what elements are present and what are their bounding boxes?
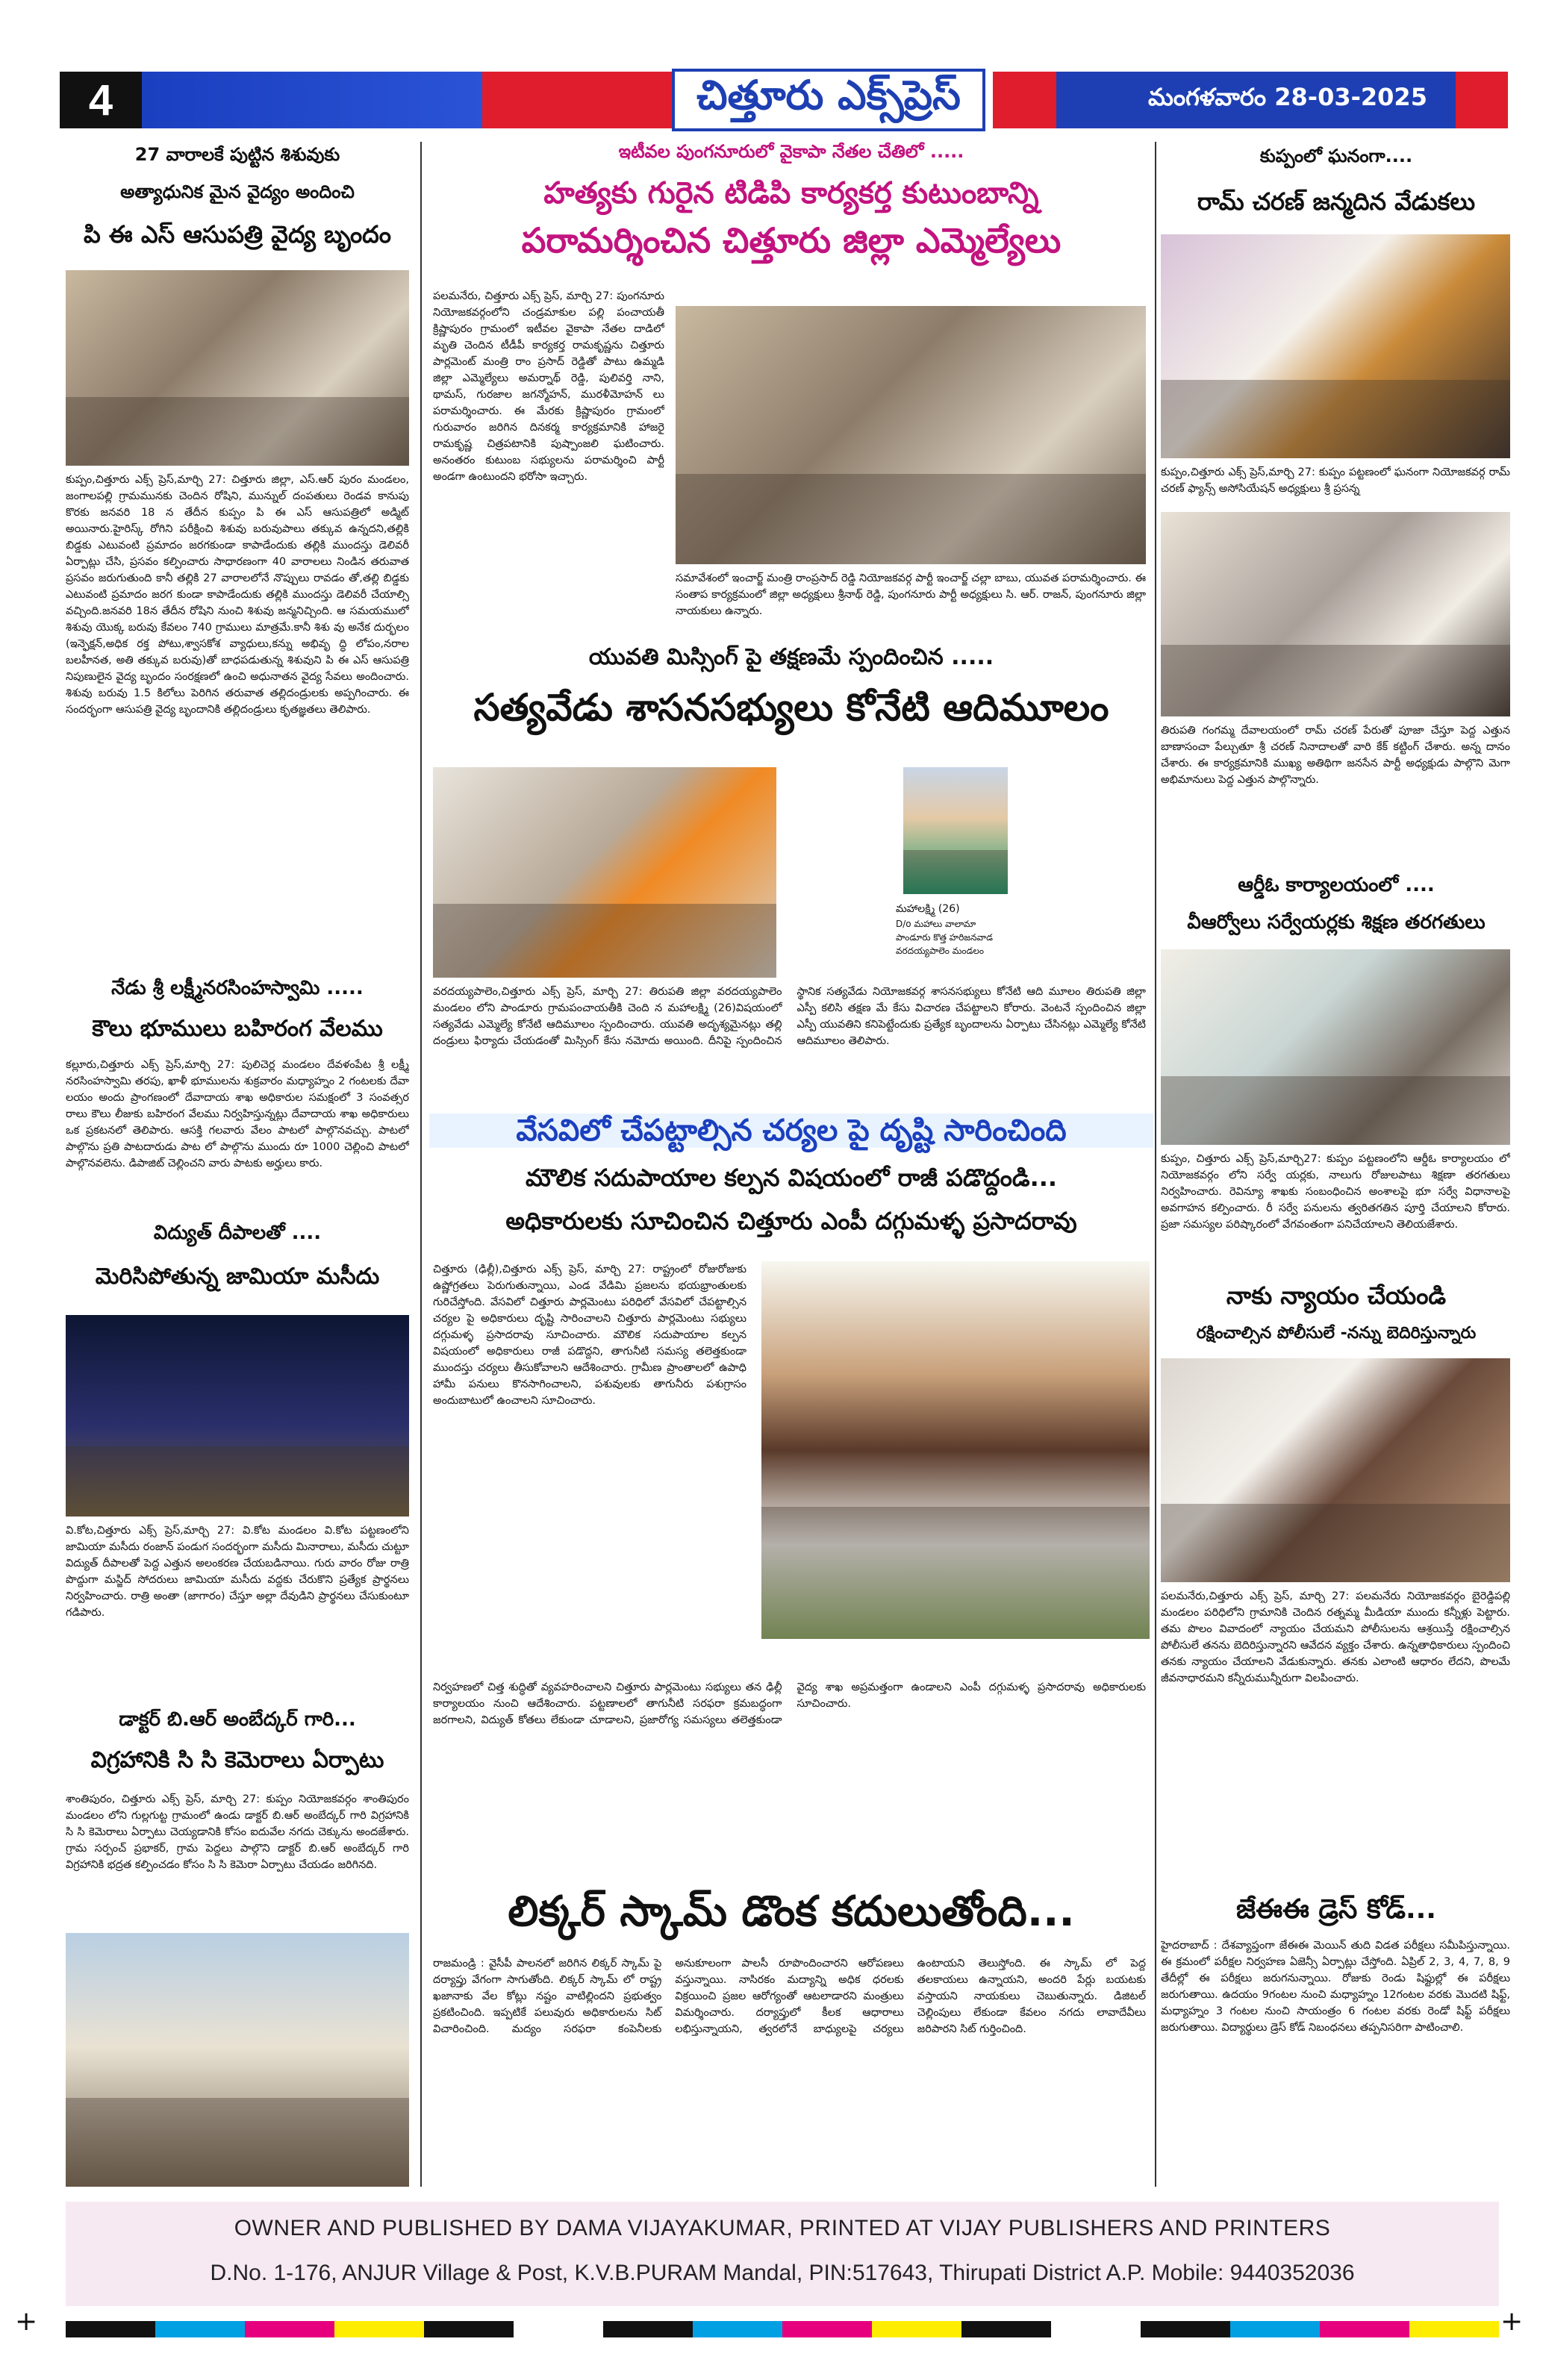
missing-girl-photo — [903, 767, 1008, 894]
col3-story-2-body: కుప్పం, చిత్తూరు ఎక్స్ ప్రెస్,మార్చి27: కుప్పం పట్టణంలోని ఆర్డీఓ కార్యాలయం లో నియోజకవర్గం లోని సర్వే యర్లకు, నాలుగు రోజులపాటు శిక్షణా తరగతులు నిర్వహించారు. రెవిన్యూ శాఖకు సంబంధించిన అంశాలపై భూ సర్వే విధానాలపై అవగాహన కల్పించారు. రీ సర్వే పనులను త్వరితగతిన పూర్తి చేయాలని కోరారు. ప్రజా సమస్యల పరిష్కారంలో వేగవంతంగా పనిచేయాలని తెలియజేశారు. — [1161, 1153, 1510, 1231]
col3-headline-3: నాకు న్యాయం చేయండి — [1226, 1281, 1447, 1310]
col3-kicker-2: ఆర్డీఓ కార్యాలయంలో .... — [1238, 874, 1435, 896]
col3-story-1-body-2: తిరుపతి గంగమ్మ దేవాలయంలో రామ్ చరణ్ పేరుతో పూజా చేస్తూ పెద్ద ఎత్తున బాణాసంచా పేల్చుతూ శ్రీ చరణ్ నినాదాలతో వారి కేక్ కట్టింగ్ చేశారు. అన్న దానం చేశారు. ఈ కార్యక్రమానికి ముఖ్య అతిథిగా జనసేన పార్టీ అధ్యక్షుడు పాల్గొని మెగా అభిమానులు పెద్ద ఎత్తున పాల్గొన్నారు. — [1161, 725, 1510, 786]
col1-story-4-body: శాంతిపురం, చిత్తూరు ఎక్స్ ప్రెస్, మార్చి 27: కుప్పం నియోజకవర్గం శాంతిపురం మండలం లోని గుల్లగుట్ట గ్రామంలో ఉండు డాక్టర్ బి.ఆర్ అంబేద్కర్ గారి విగ్రహానికి సి సి కెమెరాలు ఏర్పాటు చెయ్యడానికి కోసం ఐదువేల నగదు చెక్కును అందజేశారు. గ్రామ సర్పంచ్ ప్రభాకర్, గ్రామ పెద్దలు పాల్గొని డాక్టర్ బి.ఆర్ అంబేద్కర్ గారి విగ్రహానికి భద్రత కల్పించడం కోసం సి సి కెమెరా ఏర్పాటు చేయడం జరిగినది. — [66, 1793, 409, 1871]
complainant-woman-photo — [1161, 1358, 1510, 1582]
col3-story-3-body: పలమనేరు,చిత్తూరు ఎక్స్ ప్రెస్, మార్చి 27: పలమనేరు నియోజకవర్గం బైరెడ్డిపల్లి మండలం పరిధిలోని గ్రామానికి చెందిన రత్నమ్మ మీడియా ముందు కన్నీళ్లు పెట్టారు. తమ పొలం వివాదంలో న్యాయం చేయమని పోలీసులను ఆశ్రయిస్తే రక్షించాల్సిన పోలీసులే తనను బెదిరిస్తున్నారని ఆవేదన వ్యక్తం చేశారు. ఉన్నతాధికారులు స్పందించి తనకు న్యాయం చేయాలని వేడుకున్నారు. తనకు ఎలాంటి ఆధారం లేదని, పొలమే జీవనాధారమని కన్నీరుమున్నీరుగా విలపించారు. — [1161, 1590, 1510, 1684]
color-registration-strip — [66, 2321, 1499, 2337]
summer-body-2: నిర్వహణలో చిత్త శుద్ధితో వ్యవహరించాలని చిత్తూరు పార్లమెంటు సభ్యులు తన ఢిల్లీ కార్యాలయం నుంచి ఆదేశించారు. పట్టణాలలో తాగునీటి సరఫరా క్రమబద్ధంగా జరగాలని, విద్యుత్ కోతలు లేకుండా చూడాలని, ప్రజారోగ్య సమస్యలు తలెత్తకుండా వైద్య శాఖ అప్రమత్తంగా ఉండాలని ఎంపీ దగ్గుమళ్ళ ప్రసాదరావు అధికారులకు సూచించారు. — [433, 1681, 1146, 1726]
col1-kicker-3: నేడు శ్రీ లక్ష్మీనరసింహస్వామి ..... — [111, 977, 364, 999]
summer-body: చిత్తూరు (ఢిల్లీ),చిత్తూరు ఎక్స్ ప్రెస్, మార్చి 27: రాష్ట్రంలో రోజురోజుకు ఉష్ణోగ్రతలు పెరుగుతున్నాయి, ఎండ వేడిమి ప్రజలను భయభ్రాంతులకు గురిచేస్తోంది. వేసవిలో చిత్తూరు పార్లమెంటు పరిధిలో వేసవిలో చేపట్టాల్సిన చర్యల పై అధికారులు దృష్టి సారించాలని చిత్తూరు పార్లమెంటు సభ్యులు దగ్గుమళ్ళ ప్రసాదరావు సూచించారు. మౌలిక సదుపాయాల కల్పన విషయంలో అధికారులు రాజీ పడొద్దని, తాగునీటి సమస్య తలెత్తకుండా ముందస్తు చర్యలు తీసుకోవాలని ఆదేశించారు. గ్రామీణ ప్రాంతాలలో ఉపాధి హామీ పనులు కొనసాగించాలని, పశువులకు తాగునీరు పశుగ్రాసం అందుబాటులో ఉంచాలని సూచించారు. — [433, 1264, 746, 1407]
col1-story-3-body: వి.కోట,చిత్తూరు ఎక్స్ ప్రెస్,మార్చి 27: వి.కోట మండలం వి.కోట పట్టణంలోని జామియా మసీదు రంజాన్ పండుగ సందర్భంగా మసీదు మినారాలు, మసీదు చుట్టూ విద్యుత్ దీపాలతో పెద్ద ఎత్తున అలంకరణ చేయబడినాయి. గురు వారం రోజు రాత్రి పొద్దుగా మస్జిద్ సోదరులు జామియా మసీదు వద్దకు చేరుకొని ప్రత్యేక ప్రార్థనలు నిర్వహించారు. రాత్రి అంతా (జాగారం) చేస్తూ అల్లా దేవుడిని ప్రార్థనలు చేసుకుంటూ గడిపారు. — [66, 1525, 409, 1619]
mla-condolence-photo — [676, 306, 1146, 564]
missing-girl-village: పాండూరు కొత్త హరిజనవాడ — [896, 932, 993, 943]
col1-story-1-body: కుప్పం,చిత్తూరు ఎక్స్ ప్రెస్,మార్చి 27: చిత్తూరు జిల్లా, ఎస్.ఆర్ పురం మండలం, జంగాలపల్లి గ్రామమునకు చెందిన రోషిని, మున్నుల్ దంపతులు రెండవ కానుపు కొరకు జనవరి 18 న తేదీన కుప్పం పి ఈ ఎస్ ఆసుపత్రిలో అడ్మిట్ అయినారు.హైరిస్క్ రోగిని పరీక్షించి శిశువు బరువుపాలు తక్కువ ఉన్నదని,తల్లికి బిడ్డకు ఎటువంటి ప్రమాదం జరగకుండా కాపాడేందుకు తల్లికి ముందస్తు డెలివరీ ఏర్పాట్లు చేసి, ప్రసవం కల్పించారు సాధారణంగా 40 వారాలలు నిండిన తరువాత ప్రసవం జరుగుతుంది కానీ తల్లికి 27 వారాలలోనే నొప్పులు రావడం తో,తల్లి బిడ్డకు ఎటువంటి ప్రమాదం జరగ కుండా కాపాడేందుకు తల్లికి ముందస్తు డెలివరీ చేయాల్సి వచ్చింది.జనవరి 18న తేదీన రోషిని నుంచి శిశువు జన్మనిచ్చింది. ఆ సమయములో శిశువు యొక్క బరువు కేవలం 740 గ్రాములు మాత్రమే.కానీ శిశు వు అనేక దుర్భలం (ఇన్ఫెక్షన్,అధిక రక్త పోటు,శ్వాసకోశ వ్యాధులు,కన్ను అభివృ ద్ధి లోపం,నరాల బలహీనత, అతి తక్కువ బరువు)తో బాధపడుతున్న శిశువుని పి ఈ ఎస్ ఆసుపత్రి నిపుణులైన వైద్య బృందం సంరక్షణలో ఉంచి అధునాతన వైద్య సేవలు అందించారు. శిశువు బరువు 1.5 కిలోలు పెరిగిన తరువాత తల్లిదండ్రులకు అప్పగించారు. ఈ సందర్భంగా ఆసుపత్రి వైద్య బృందానికి తల్లిదండ్రులు కృతజ్ఞతలు తెలిపారు. — [66, 474, 409, 716]
col1-headline-4: విగ్రహానికి సి సి కెమెరాలు ఏర్పాటు — [90, 1747, 384, 1773]
newspaper-title: చిత్తూరు ఎక్స్‌ప్రెస్ — [672, 69, 985, 131]
ram-charan-birthday-photo-2 — [1161, 512, 1510, 716]
mla-meeting-photo — [433, 767, 776, 978]
lead-body-bottom: సమావేశంలో ఇంచార్జ్ మంత్రి రాంప్రసాద్ రెడ్డి నియోజకవర్గ పార్టీ ఇంచార్జ్ చల్లా బాబు, యువత పరామర్శించారు. ఈ సంతాప కార్యక్రమంలో జిల్లా అధ్యక్షులు శ్రీనాథ్ రెడ్డి, పుంగనూరు పార్టీ అధ్యక్షులు సి. ఆర్. రాజన్, పుంగనూరు జిల్లా నాయకులు ఉన్నారు. — [676, 572, 1146, 617]
col1-headline-2: కౌలు భూములు బహిరంగ వేలము — [92, 1016, 383, 1042]
issue-date: మంగళవారం 28-03-2025 — [1120, 72, 1456, 128]
missing-girl-name: మహాలక్ష్మి (26) — [896, 903, 960, 915]
col1-kicker-2: అత్యాధునిక మైన వైద్యం అందించి — [120, 181, 355, 202]
col3-story-1-body: కుప్పం,చిత్తూరు ఎక్స్ ప్రెస్,మార్చి 27: కుప్పం పట్టణంలో ఘనంగా నియోజకవర్గ రామ్ చరణ్ ఫ్యాన్స్ అసోసియేషన్ అధ్యక్షులు శ్రీ ప్రసన్న — [1161, 466, 1510, 495]
missing-girl-mandal: వరదయ్యపాలెం మండలం — [896, 946, 984, 956]
lead-headline-2: పరామర్శించిన చిత్తూరు జిల్లా ఎమ్మెల్యేలు — [521, 220, 1062, 260]
lead-kicker: ఇటీవల పుంగనూరులో వైకాపా నేతల చేతిలో ..... — [618, 141, 964, 162]
summer-banner: వేసవిలో చేపట్టాల్సిన చర్యల పై దృష్టి సారించింది — [429, 1114, 1153, 1148]
lead-body-col: పలమనేరు, చిత్తూరు ఎక్స్ ప్రెస్, మార్చి 27: పుంగనూరు నియోజకవర్గంలోని చండ్రమాకుల పల్లి పంచాయతీ క్రిష్ణాపురం గ్రామంలో ఇటీవల వైకాపా నేతల దాడిలో మృతి చెందిన టీడీపీ కార్యకర్త రామకృష్ణను చిత్తూరు పార్లమెంట్ మంత్రి రాం ప్రసాద్ రెడ్డితో పాటు ఉమ్మడి జిల్లా ఎమ్మెల్యేలు అమర్నాథ్ రెడ్డి, పులివర్తి నాని, థామస్, గురజాల జగన్మోహన్, మురళీమోహన్ లు పరామర్శించారు. ఈ మేరకు క్రిష్ణాపురం గ్రామంలో గురువారం జరిగిన దినకర్మ కార్యక్రమానికి హాజరై రామకృష్ణ చిత్రపటానికి పుష్పాంజలి ఘటించారు. అనంతరం కుటుంబ సభ్యులను పరామర్శించి పార్టీ అండగా ఉంటుందని భరోసా ఇచ్చారు. — [433, 290, 664, 483]
liquor-body: రాజమండ్రి : వైసీపీ పాలనలో జరిగిన లిక్కర్ స్కామ్ పై దర్యాప్తు వేగంగా సాగుతోంది. లిక్కర్ స్కామ్ లో రాష్ట్ర ఖజానాకు వేల కోట్లు నష్టం వాటిల్లిందని ప్రభుత్వం ప్రకటించింది. ఇప్పటికే పలువురు అధికారులను సిట్ విచారించింది. మద్యం సరఫరా కంపెనీలకు అనుకూలంగా పాలసీ రూపొందించారని ఆరోపణలు వస్తున్నాయి. నాసిరకం మద్యాన్ని అధిక ధరలకు విక్రయించి ప్రజల ఆరోగ్యంతో ఆటలాడారని మంత్రులు విమర్శించారు. దర్యాప్తులో కీలక ఆధారాలు లభిస్తున్నాయని, త్వరలోనే బాధ్యులపై చర్యలు ఉంటాయని తెలుస్తోంది. ఈ స్కామ్ లో పెద్ద తలకాయలు ఉన్నాయని, అందరి పేర్లు బయటకు వస్తాయని నాయకులు చెబుతున్నారు. డిజిటల్ చెల్లింపులు లేకుండా కేవలం నగదు లావాదేవీలు జరిపారని సిట్ గుర్తించింది. — [433, 1958, 1146, 2035]
liquor-headline: లిక్కర్ స్కామ్ డొంక కదులుతోంది... — [508, 1887, 1075, 1936]
col1-kicker-1: 27 వారాలకే పుట్టిన శిశువుకు — [134, 144, 340, 165]
missing-girl-relation: D/o మహాలు వాలామా — [896, 919, 976, 929]
column-rule-right — [1155, 142, 1156, 2187]
col1-headline-3: మెరిసిపోతున్న జామియా మసీదు — [95, 1264, 380, 1290]
column-rule-left — [420, 142, 422, 2187]
col3-sub-3: రక్షించాల్సిన పోలీసులే -నన్ను బెదిరిస్తున్నారు — [1196, 1324, 1477, 1343]
footer-address: D.No. 1-176, ANJUR Village & Post, K.V.B.PURAM Mandal, PIN:517643, Thirupati District A.P. Mobile: 9440352036 — [210, 2261, 1355, 2285]
mla-story-body: వరదయ్యపాలెం,చిత్తూరు ఎక్స్ ప్రెస్, మార్చి 27: తిరుపతి జిల్లా వరదయ్యపాలెం మండలం లోని పాండూరు గ్రామపంచాయతీకి చెంది న మహాలక్ష్మి (26)విషయంలో సత్యవేడు ఎమ్మెల్యే కోనేటి ఆదిమూలం స్పందించారు. యువతి అదృశ్యమైనట్లు తల్లి దండ్రులు ఫిర్యాదు చేయడంతో మిస్సింగ్ కేసు నమోదు అయింది. దీనిపై స్పందించిన స్థానిక సత్యవేడు నియోజకవర్గ శాసనసభ్యులు కోనేటి ఆది మూలం తిరుపతి జిల్లా ఎస్పీ కలిసి తక్షణ మే కేసు విచారణ చేపట్టాలని కోరారు. వెంటనే స్పందించిన జిల్లా ఎస్పీ యువతిని కనిపెట్టేందుకు ప్రత్యేక బృందాలను ఏర్పాటు చేసినట్లు ఎమ్మెల్యే కోనేటి ఆదిమూలం తెలిపారు. — [433, 986, 1146, 1047]
col1-kicker-5: డాక్టర్ బి.ఆర్ అంబేద్కర్ గారి... — [119, 1708, 356, 1731]
col1-headline-1: పి ఈ ఎస్ ఆసుపత్రి వైద్య బృందం — [84, 220, 391, 249]
col3-headline-2: వీఆర్వోలు సర్వేయర్లకు శిక్షణ తరగతులు — [1187, 911, 1486, 934]
registration-mark-right: + — [1500, 2306, 1524, 2337]
ram-charan-birthday-photo-1 — [1161, 234, 1510, 458]
summer-sub-1: మౌలిక సదుపాయాల కల్పన విషయంలో రాజీ పడొద్దండి... — [525, 1164, 1058, 1192]
mla-headline: సత్యవేడు శాసనసభ్యులు కోనేటి ఆదిమూలం — [473, 686, 1109, 729]
col1-kicker-4: విద్యుత్ దీపాలతో .... — [153, 1222, 322, 1244]
masthead-band-end — [1456, 72, 1508, 128]
summer-sub-2: అధికారులకు సూచించిన చిత్తూరు ఎంపీ దగ్గుమళ్ళ ప్రసాదరావు — [505, 1207, 1077, 1235]
col3-headline-1: రామ్ చరణ్ జన్మదిన వేడుకలు — [1197, 187, 1476, 216]
mp-speaking-photo — [761, 1261, 1150, 1639]
lead-headline-1: హత్యకు గురైన టిడిపి కార్యకర్త కుటుంబాన్ని — [543, 176, 1039, 210]
col3-story-4-body: హైదరాబాద్ : దేశవ్యాప్తంగా జేఈఈ మెయిన్ తుది విడత పరీక్షలు సమీపిస్తున్నాయి. ఈ క్రమంలో పరీక్షల నిర్వహణ ఏజెన్సీ ఏర్పాట్లు చేస్తోంది. ఏప్రిల్ 2, 3, 4, 7, 8, 9 తేదీల్లో ఈ పరీక్షలు జరుగనున్నాయి. రోజుకు రెండు షిఫ్టుల్లో ఈ పరీక్షలు జరుగుతాయి. ఉదయం 9గంటల నుంచి మధ్యాహ్నం 12గంటల వరకు మొదటి షిఫ్ట్, మధ్యాహ్నం 3 గంటల నుంచి సాయంత్రం 6 గంటల వరకు రెండో షిఫ్ట్ పరీక్షలు జరుగుతాయి. విద్యార్థులు డ్రెస్ కోడ్ నిబంధనలు తప్పనిసరిగా పాటించాలి. — [1161, 1940, 1510, 2034]
page-number: 4 — [60, 72, 142, 128]
ambedkar-cctv-photo — [66, 1933, 409, 2187]
mla-kicker: యువతి మిస్సింగ్ పై తక్షణమే స్పందించిన ..... — [588, 644, 994, 670]
col1-story-2-body: కల్లూరు,చిత్తూరు ఎక్స్ ప్రెస్,మార్చి 27: పులిచెర్ల మండలం దేవళంపేట శ్రీ లక్ష్మీ నరసింహస్వామి తరపు, ఖాళీ భూములను శుక్రవారం మధ్యాహ్నం 2 గంటలకు దేవా లయం అందు ప్రాంగణంలో దేవాదాయ శాఖ అధికారుల సమక్షంలో 3 సంవత్సర రాలు కౌలు లీజుకు బహిరంగ వేలము నిర్వహిస్తున్నట్లు దేవాదాయ శాఖ అధికారులు ఒక ప్రకటనలో తెలిపారు. ఆసక్తి గలవారు వేలం పాటలో పాల్గొనవచ్చు. పాటలో పాల్గొను ప్రతి పాటదారుడు పాట లో పాల్గొను ముందు రూ 1000 చెల్లించి పాటలో పాల్గొనవలెను. డిపాజిట్ చెల్లించని వారు పాటకు అర్హులు కారు. — [66, 1059, 409, 1169]
masthead-band-left — [142, 72, 709, 128]
mosque-lights-photo — [66, 1315, 409, 1517]
registration-mark-left: + — [15, 2306, 38, 2337]
col3-kicker-1: కుప్పంలో ఘనంగా.... — [1259, 146, 1413, 166]
footer-publisher: OWNER AND PUBLISHED BY DAMA VIJAYAKUMAR, PRINTED AT VIJAY PUBLISHERS AND PRINTERS — [234, 2216, 1331, 2240]
masthead-band-right — [993, 72, 1120, 128]
hospital-team-photo — [66, 270, 409, 466]
training-class-photo — [1161, 949, 1510, 1145]
col3-headline-4: జేఈఈ డ్రెస్ కోడ్... — [1236, 1894, 1436, 1925]
